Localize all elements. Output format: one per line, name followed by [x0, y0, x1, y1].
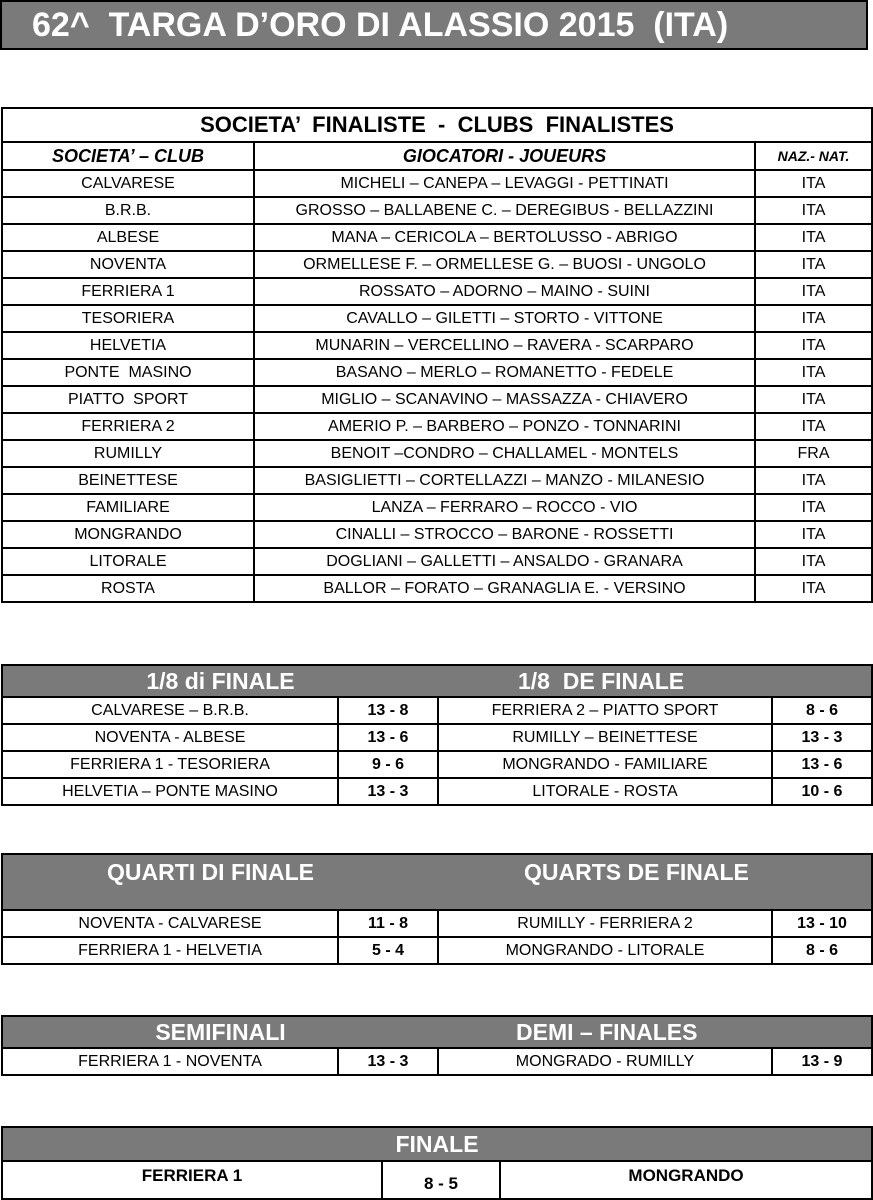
- semi-finals-table: [1, 1015, 873, 1076]
- club-name: TESORIERA: [2, 305, 254, 332]
- players: BALLOR – FORATO – GRANAGLIA E. - VERSINO: [254, 575, 755, 602]
- match-right: RUMILLY – BEINETTESE: [438, 724, 772, 751]
- club-column-header: SOCIETA’ – CLUB: [2, 142, 254, 170]
- final-team-1: FERRIERA 1: [2, 1161, 382, 1199]
- match-row: [2, 937, 872, 964]
- finalist-row: [2, 494, 872, 521]
- match-left: FERRIERA 1 - TESORIERA: [2, 751, 338, 778]
- score-left: 5 - 4: [338, 937, 438, 964]
- match-row: [2, 724, 872, 751]
- players: BASANO – MERLO – ROMANETTO - FEDELE: [254, 359, 755, 386]
- nationality: ITA: [755, 278, 872, 305]
- match-left: NOVENTA - ALBESE: [2, 724, 338, 751]
- final-team-2: MONGRANDO: [500, 1161, 872, 1199]
- finalists-table: [1, 107, 873, 603]
- quarter-finals-title-fr: QUARTS DE FINALE: [438, 854, 872, 910]
- nationality: ITA: [755, 386, 872, 413]
- final-title: FINALE: [2, 1127, 872, 1161]
- club-name: FERRIERA 1: [2, 278, 254, 305]
- finalist-row: [2, 278, 872, 305]
- nationality: ITA: [755, 548, 872, 575]
- club-name: ROSTA: [2, 575, 254, 602]
- finalist-row: [2, 413, 872, 440]
- score-right: 13 - 10: [772, 910, 872, 937]
- players-column-header: GIOCATORI - JOUEURS: [254, 142, 755, 170]
- finalist-row: [2, 224, 872, 251]
- players: DOGLIANI – GALLETTI – ANSALDO - GRANARA: [254, 548, 755, 575]
- club-name: FERRIERA 2: [2, 413, 254, 440]
- players: MUNARIN – VERCELLINO – RAVERA - SCARPARO: [254, 332, 755, 359]
- round-of-16-title-fr: 1/8 DE FINALE: [438, 665, 872, 697]
- club-name: BEINETTESE: [2, 467, 254, 494]
- club-name: RUMILLY: [2, 440, 254, 467]
- club-name: FAMILIARE: [2, 494, 254, 521]
- finalist-row: [2, 548, 872, 575]
- finalist-row: [2, 305, 872, 332]
- finalist-row: [2, 575, 872, 602]
- nationality-column-header: NAZ.- NAT.: [755, 142, 872, 170]
- players: AMERIO P. – BARBERO – PONZO - TONNARINI: [254, 413, 755, 440]
- match-row: [2, 910, 872, 937]
- players: MICHELI – CANEPA – LEVAGGI - PETTINATI: [254, 170, 755, 197]
- round-of-16-table: [1, 664, 873, 806]
- club-name: PIATTO SPORT: [2, 386, 254, 413]
- score-left: 13 - 3: [338, 778, 438, 805]
- score-right: 13 - 9: [772, 1048, 872, 1075]
- final-table: [1, 1126, 873, 1200]
- nationality: ITA: [755, 521, 872, 548]
- page-title: 62^ TARGA D’ORO DI ALASSIO 2015 (ITA): [0, 0, 868, 50]
- finalist-row: [2, 251, 872, 278]
- match-row: [2, 1048, 872, 1075]
- club-name: HELVETIA: [2, 332, 254, 359]
- match-right: RUMILLY - FERRIERA 2: [438, 910, 772, 937]
- nationality: ITA: [755, 197, 872, 224]
- score-right: 10 - 6: [772, 778, 872, 805]
- club-name: B.R.B.: [2, 197, 254, 224]
- finalist-row: [2, 467, 872, 494]
- finalist-row: [2, 440, 872, 467]
- round-of-16-title-it: 1/8 di FINALE: [2, 665, 438, 697]
- nationality: FRA: [755, 440, 872, 467]
- players: BASIGLIETTI – CORTELLAZZI – MANZO - MILANESIO: [254, 467, 755, 494]
- nationality: ITA: [755, 413, 872, 440]
- final-score: 8 - 5: [382, 1161, 500, 1199]
- score-right: 13 - 6: [772, 751, 872, 778]
- nationality: ITA: [755, 332, 872, 359]
- players: CINALLI – STROCCO – BARONE - ROSSETTI: [254, 521, 755, 548]
- nationality: ITA: [755, 251, 872, 278]
- match-row: [2, 751, 872, 778]
- score-left: 13 - 8: [338, 697, 438, 724]
- players: ORMELLESE F. – ORMELLESE G. – BUOSI - UNGOLO: [254, 251, 755, 278]
- score-right: 8 - 6: [772, 937, 872, 964]
- club-name: MONGRANDO: [2, 521, 254, 548]
- nationality: ITA: [755, 305, 872, 332]
- score-left: 13 - 3: [338, 1048, 438, 1075]
- finalist-row: [2, 197, 872, 224]
- match-left: HELVETIA – PONTE MASINO: [2, 778, 338, 805]
- match-right: MONGRANDO - LITORALE: [438, 937, 772, 964]
- semi-finals-title-fr: DEMI – FINALES: [438, 1016, 872, 1048]
- players: ROSSATO – ADORNO – MAINO - SUINI: [254, 278, 755, 305]
- nationality: ITA: [755, 170, 872, 197]
- quarter-finals-title-it: QUARTI DI FINALE: [2, 854, 438, 910]
- club-name: LITORALE: [2, 548, 254, 575]
- club-name: ALBESE: [2, 224, 254, 251]
- quarter-finals-table: [1, 853, 873, 965]
- club-name: PONTE MASINO: [2, 359, 254, 386]
- score-right: 8 - 6: [772, 697, 872, 724]
- finalist-row: [2, 521, 872, 548]
- score-right: 13 - 3: [772, 724, 872, 751]
- club-name: CALVARESE: [2, 170, 254, 197]
- players: MIGLIO – SCANAVINO – MASSAZZA - CHIAVERO: [254, 386, 755, 413]
- players: MANA – CERICOLA – BERTOLUSSO - ABRIGO: [254, 224, 755, 251]
- finalist-row: [2, 359, 872, 386]
- match-left: FERRIERA 1 - HELVETIA: [2, 937, 338, 964]
- match-row: [2, 697, 872, 724]
- score-left: 13 - 6: [338, 724, 438, 751]
- match-row: [2, 778, 872, 805]
- nationality: ITA: [755, 467, 872, 494]
- finalist-row: [2, 170, 872, 197]
- players: BENOIT –CONDRO – CHALLAMEL - MONTELS: [254, 440, 755, 467]
- score-left: 11 - 8: [338, 910, 438, 937]
- club-name: NOVENTA: [2, 251, 254, 278]
- players: CAVALLO – GILETTI – STORTO - VITTONE: [254, 305, 755, 332]
- match-right: MONGRADO - RUMILLY: [438, 1048, 772, 1075]
- finalist-row: [2, 386, 872, 413]
- finalists-caption: SOCIETA’ FINALISTE - CLUBS FINALISTES: [2, 108, 872, 142]
- nationality: ITA: [755, 359, 872, 386]
- players: LANZA – FERRARO – ROCCO - VIO: [254, 494, 755, 521]
- nationality: ITA: [755, 224, 872, 251]
- match-right: MONGRANDO - FAMILIARE: [438, 751, 772, 778]
- semi-finals-title-it: SEMIFINALI: [2, 1016, 438, 1048]
- match-left: NOVENTA - CALVARESE: [2, 910, 338, 937]
- score-left: 9 - 6: [338, 751, 438, 778]
- finalist-row: [2, 332, 872, 359]
- match-left: FERRIERA 1 - NOVENTA: [2, 1048, 338, 1075]
- match-left: CALVARESE – B.R.B.: [2, 697, 338, 724]
- players: GROSSO – BALLABENE C. – DEREGIBUS - BELLAZZINI: [254, 197, 755, 224]
- nationality: ITA: [755, 494, 872, 521]
- match-right: LITORALE - ROSTA: [438, 778, 772, 805]
- match-right: FERRIERA 2 – PIATTO SPORT: [438, 697, 772, 724]
- nationality: ITA: [755, 575, 872, 602]
